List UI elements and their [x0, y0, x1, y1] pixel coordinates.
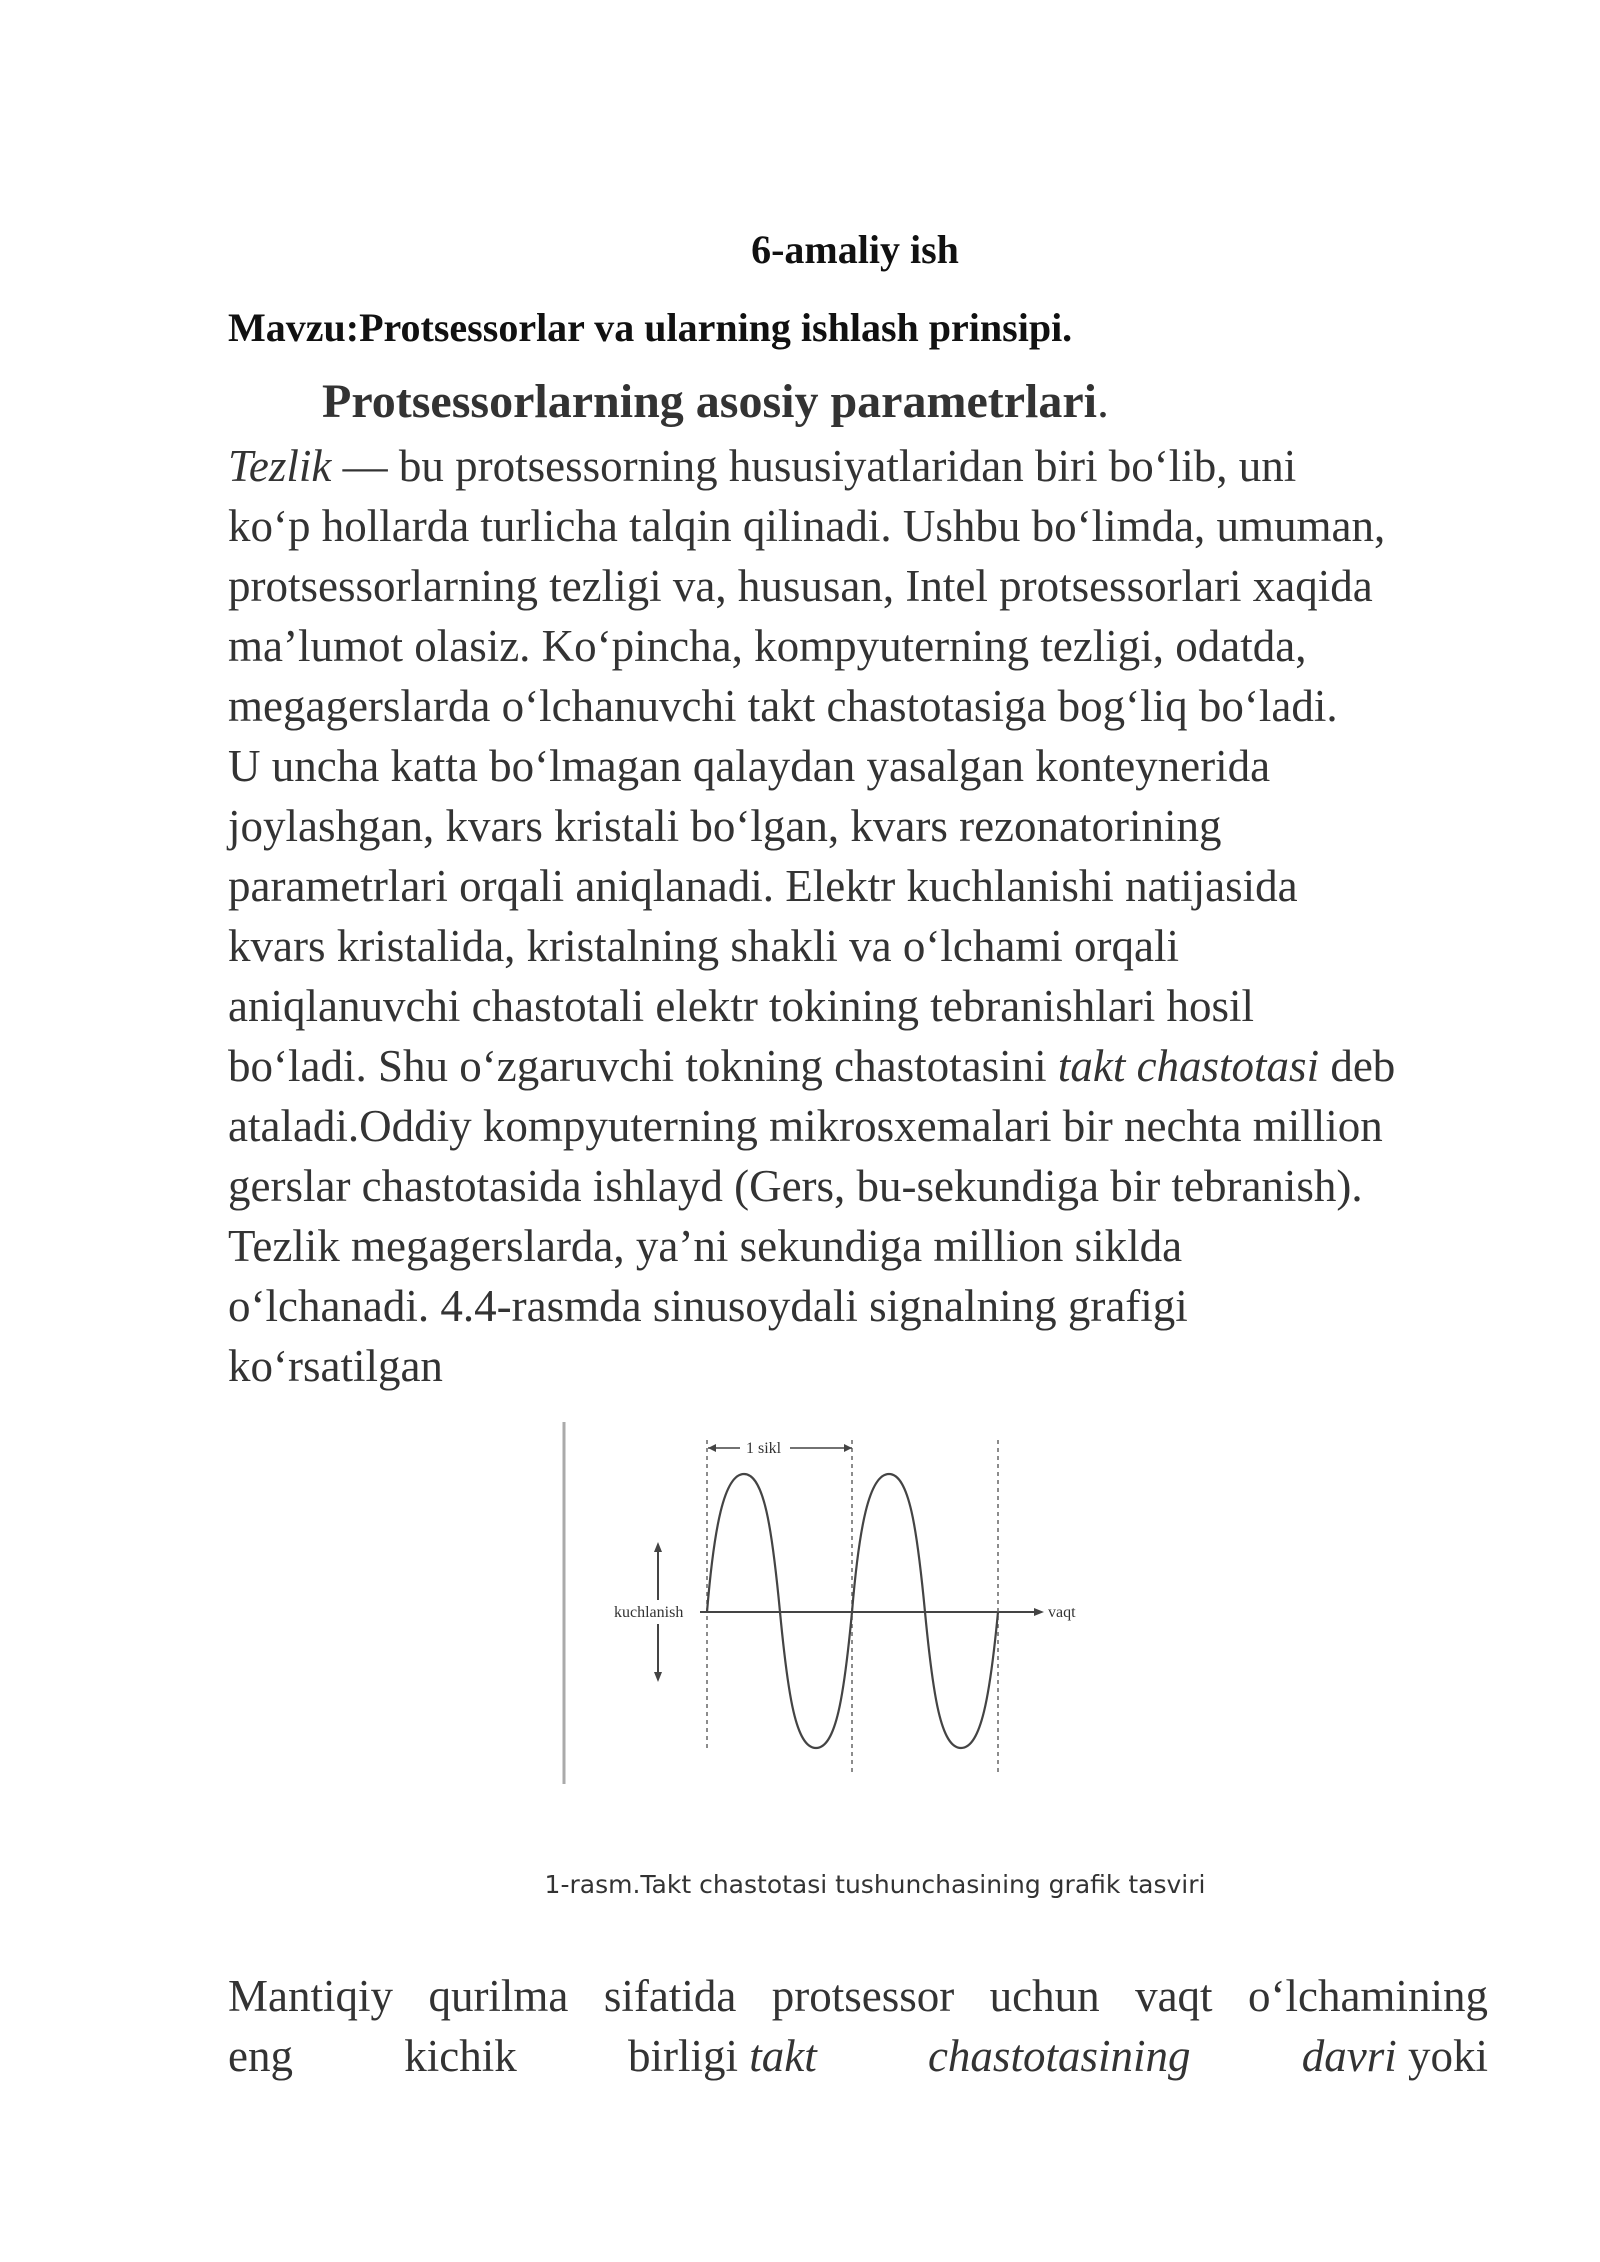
- word: uchun: [989, 1971, 1100, 2021]
- word-group: [628, 2026, 817, 2086]
- text-line: aniqlanuvchi chastotali elektr tokining tebranishlari hosil: [228, 981, 1254, 1031]
- text-span: — bu protsessorning hususiyatlaridan biri bo‘lib, uni: [331, 441, 1297, 491]
- figure-caption: 1-rasm.Takt chastotasi tushunchasining grafik tasviri: [544, 1870, 1206, 1899]
- text-line: Tezlik megagerslarda, ya’ni sekundiga million siklda: [228, 1221, 1183, 1271]
- word: Mantiqiy: [228, 1971, 393, 2021]
- word: sifatida: [603, 1971, 737, 2021]
- arrow-left-icon: [708, 1444, 716, 1452]
- italic-term: Tezlik: [228, 441, 332, 491]
- y-axis-label: kuchlanish: [614, 1604, 684, 1621]
- cycle-label: 1 sikl: [746, 1440, 782, 1457]
- text-line: o‘lchanadi. 4.4-rasmda sinusoydali signalning grafigi: [228, 1281, 1188, 1331]
- italic-term: takt chastotasi: [1057, 1041, 1320, 1091]
- word: eng: [228, 2031, 293, 2081]
- body-paragraph-2: [228, 1966, 1488, 2086]
- word: vaqt: [1135, 1971, 1213, 2021]
- word-group: [1302, 2026, 1488, 2086]
- justified-text-line: [228, 2026, 1488, 2086]
- text-line: [228, 1036, 1488, 1096]
- subheading-text: Protsessorlarning asosiy parametrlari: [322, 375, 1098, 428]
- arrow-up-icon: [654, 1542, 662, 1552]
- arrow-right-icon: [844, 1444, 852, 1452]
- body-paragraph: [228, 436, 1488, 1396]
- text-line: [228, 436, 1488, 496]
- text-line: megagerslarda o‘lchanuvchi takt chastotasiga bog‘liq bo‘ladi.: [228, 681, 1338, 731]
- text-line: ko‘p hollarda turlicha talqin qilinadi. Ushbu bo‘limda, umuman,: [228, 501, 1386, 551]
- text-line: ataladi.Oddiy kompyuterning mikrosxemalari bir nechta million: [228, 1101, 1383, 1151]
- italic-term: davri: [1301, 2031, 1397, 2081]
- word: kichik: [404, 2031, 517, 2081]
- text-line: protsessorlarning tezligi va, hususan, Intel protsessorlari xaqida: [228, 561, 1373, 611]
- word: birligi: [627, 2031, 738, 2081]
- text-line: gerslar chastotasida ishlayd (Gers, bu-sekundiga bir tebranish).: [228, 1161, 1363, 1211]
- italic-term: chastotasining: [927, 2031, 1191, 2081]
- page-title: 6-amaliy ish: [751, 227, 959, 272]
- word: protsessor: [771, 1971, 955, 2021]
- text-line: joylashgan, kvars kristali bo‘lgan, kvars rezonatorining: [228, 801, 1222, 851]
- text-line: ko‘rsatilgan: [228, 1341, 443, 1391]
- text-line: parametrlari orqali aniqlanadi. Elektr kuchlanishi natijasida: [228, 861, 1298, 911]
- sine-wave-figure: [556, 1418, 1096, 1790]
- word: qurilma: [428, 1971, 569, 2021]
- x-axis-label: vaqt: [1048, 1604, 1076, 1621]
- word: o‘lchamining: [1248, 1971, 1488, 2021]
- text-line: ma’lumot olasiz. Ko‘pincha, kompyuterning tezligi, odatda,: [228, 621, 1307, 671]
- text-line: kvars kristalida, kristalning shakli va o‘lchami orqali: [228, 921, 1180, 971]
- justified-text-line: [228, 1966, 1488, 2026]
- italic-term: takt: [749, 2031, 817, 2081]
- arrow-down-icon: [654, 1672, 662, 1682]
- topic-heading: Mavzu:Protsessorlar va ularning ishlash prinsipi.: [228, 305, 1073, 350]
- subheading-period: .: [1097, 375, 1110, 428]
- x-axis-arrow-icon: [1034, 1608, 1044, 1616]
- section-subheading: [322, 374, 1109, 429]
- word: yoki: [1407, 2031, 1488, 2081]
- text-span: deb: [1319, 1041, 1396, 1091]
- text-line: U uncha katta bo‘lmagan qalaydan yasalgan konteynerida: [228, 741, 1271, 791]
- text-span: bo‘ladi. Shu o‘zgaruvchi tokning chastotasini: [228, 1041, 1058, 1091]
